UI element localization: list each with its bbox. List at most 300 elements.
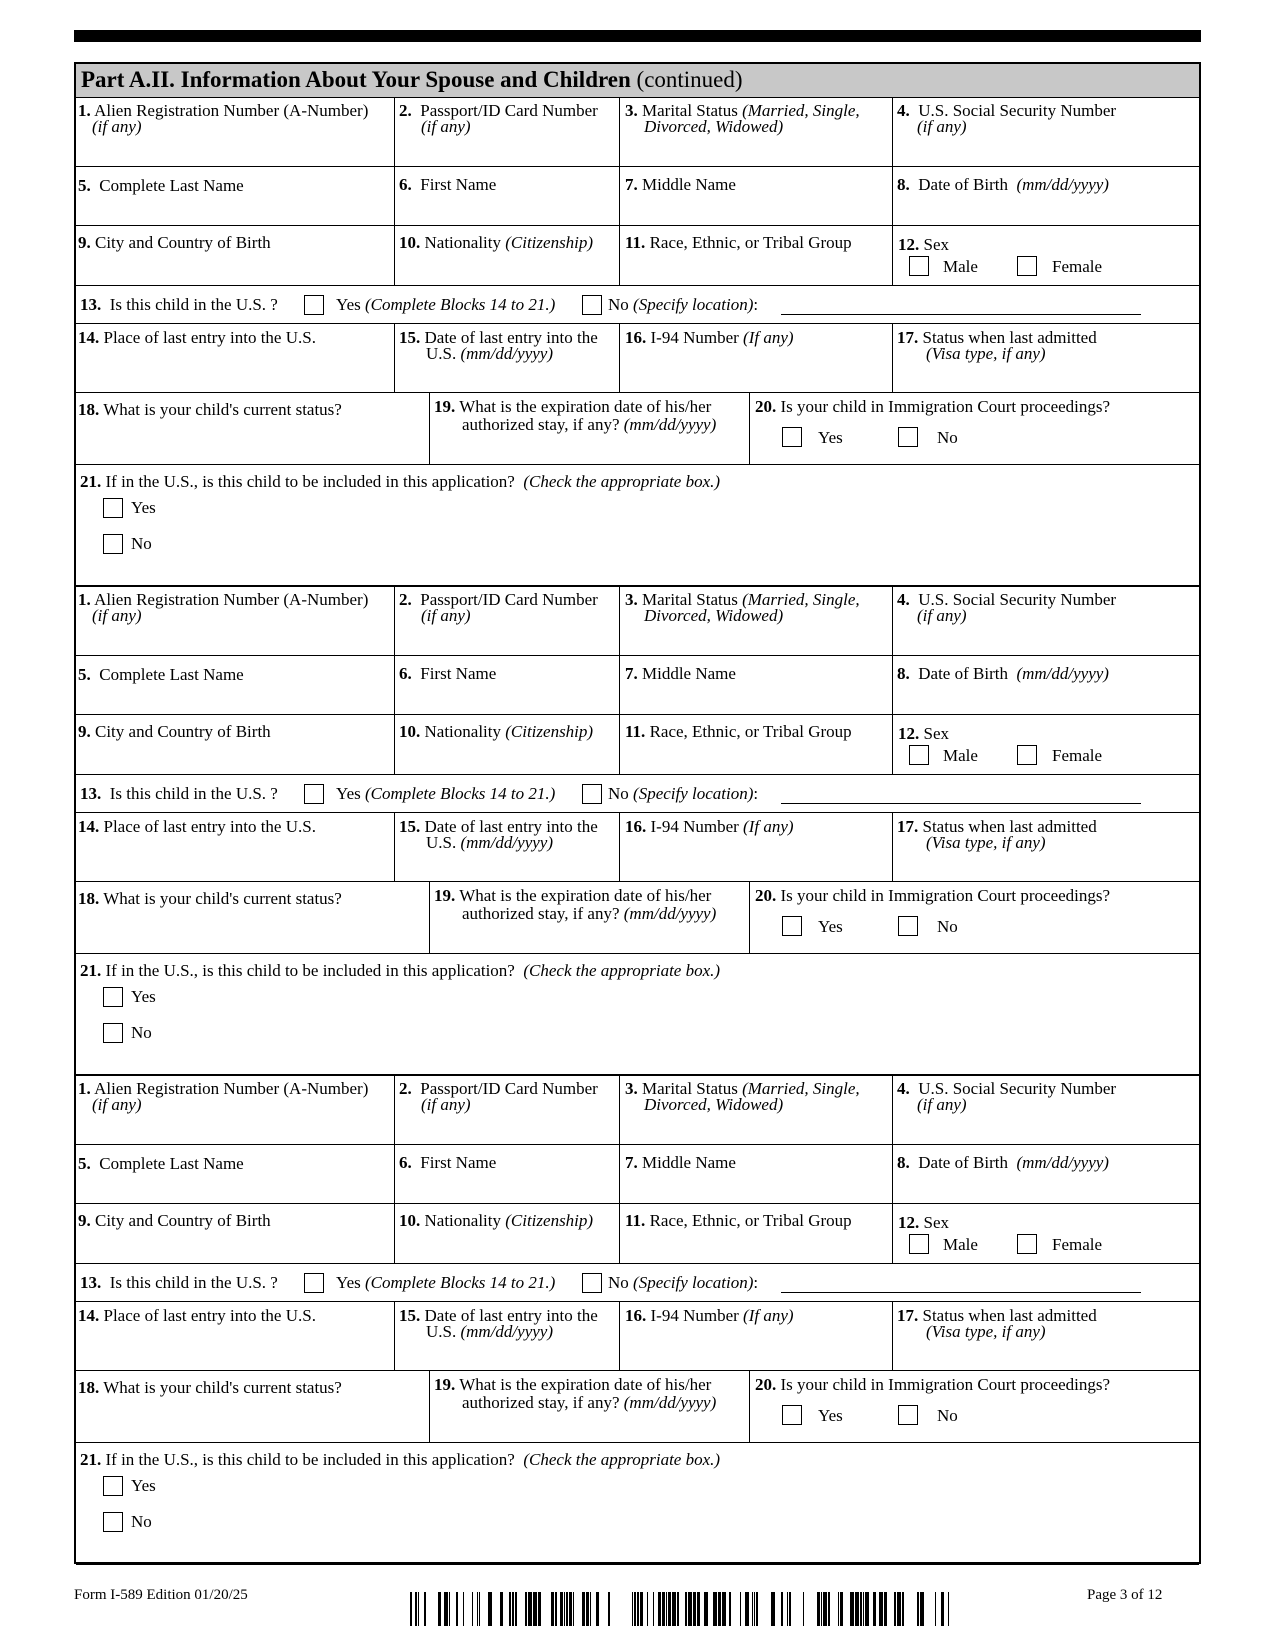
q10-hint: (Citizenship)	[505, 233, 594, 252]
barcode-bar	[935, 1592, 936, 1626]
barcode-bar	[850, 1592, 854, 1626]
field-date-of-birth[interactable]	[893, 656, 1199, 714]
sex-male-label: Male	[943, 257, 978, 276]
field-date-of-birth[interactable]	[893, 167, 1199, 225]
q15-label: Date of last entry into the	[424, 1306, 598, 1325]
q14-label: Place of last entry into the U.S.	[103, 328, 316, 347]
barcode-bar	[920, 1592, 924, 1626]
q2-label: Passport/ID Card Number	[420, 1079, 598, 1098]
barcode-bar	[865, 1592, 869, 1626]
q18-number: 18.	[78, 889, 100, 908]
footer-form-edition: Form I-589 Edition 01/20/25	[74, 1587, 248, 1603]
q2-hint: (if any)	[421, 606, 471, 625]
q1-label: Alien Registration Number (A-Number)	[94, 1079, 369, 1098]
q7-number: 7.	[625, 1153, 638, 1172]
include-yes-label: Yes	[131, 1476, 156, 1495]
q21-number: 21.	[80, 472, 102, 491]
field-passport-number[interactable]	[395, 587, 619, 655]
field-include-in-application	[76, 1443, 1199, 1563]
barcode-bar	[666, 1592, 667, 1626]
q21-label: If in the U.S., is this child to be included in this application?	[105, 1450, 515, 1469]
child-in-us-no-colon: :	[753, 784, 759, 803]
q19-label: What is the expiration date of his/her	[459, 1375, 712, 1394]
child-in-us-no-checkbox[interactable]	[582, 295, 602, 315]
barcode-bar	[634, 1592, 636, 1626]
field-current-status[interactable]	[76, 393, 429, 464]
barcode-bar	[555, 1592, 557, 1626]
q5-number: 5.	[78, 1154, 91, 1173]
top-rule	[74, 30, 1201, 42]
field-current-status[interactable]	[76, 882, 429, 953]
q10-number: 10.	[399, 722, 421, 741]
field-court-proceedings	[750, 1371, 1199, 1442]
q12-number: 12.	[898, 1213, 920, 1232]
q8-number: 8.	[897, 664, 910, 683]
court-yes-checkbox[interactable]	[782, 1405, 802, 1425]
q1-hint: (if any)	[92, 606, 142, 625]
sex-female-checkbox[interactable]	[1017, 256, 1037, 276]
barcode-bar	[438, 1592, 441, 1626]
q13-number: 13.	[80, 784, 102, 803]
field-middle-name[interactable]	[620, 1145, 892, 1203]
barcode-bar	[823, 1592, 827, 1626]
barcode-bar	[415, 1592, 417, 1626]
q3-hint-2: Divorced, Widowed)	[644, 117, 784, 136]
q17-number: 17.	[897, 1306, 919, 1325]
field-court-proceedings	[750, 882, 1199, 953]
field-marital-status[interactable]	[620, 1076, 892, 1144]
barcode-bar	[873, 1592, 876, 1626]
q15-number: 15.	[399, 1306, 421, 1325]
q20-number: 20.	[755, 1375, 777, 1394]
field-i94-number[interactable]	[620, 1302, 892, 1370]
form-part-a2	[74, 62, 1201, 1564]
include-yes-label: Yes	[131, 498, 156, 517]
barcode-bar	[560, 1592, 563, 1626]
q9-number: 9.	[78, 722, 91, 741]
court-no-checkbox[interactable]	[898, 427, 918, 447]
q5-label: Complete Last Name	[99, 665, 244, 684]
field-last-name[interactable]	[76, 167, 394, 225]
child-block-1	[76, 98, 1199, 587]
q11-number: 11.	[625, 233, 646, 252]
q20-label: Is your child in Immigration Court proceedings?	[780, 1375, 1111, 1394]
child-in-us-yes-checkbox[interactable]	[304, 295, 324, 315]
child-in-us-no-colon: :	[753, 1273, 759, 1292]
barcode-bar	[551, 1592, 554, 1626]
q3-hint-1: (Married, Single,	[742, 1079, 860, 1098]
field-last-name[interactable]	[76, 1145, 394, 1203]
sex-male-checkbox[interactable]	[909, 256, 929, 276]
barcode-bar	[596, 1592, 599, 1626]
barcode-bar	[697, 1592, 700, 1626]
child-in-us-no-hint: (Specify location)	[633, 295, 754, 314]
q13-label: Is this child in the U.S. ?	[109, 1273, 278, 1292]
barcode-bar	[688, 1592, 692, 1626]
barcode-bar	[566, 1592, 568, 1626]
child-block-2	[76, 587, 1199, 1076]
barcode-bar	[771, 1592, 775, 1626]
include-yes-checkbox[interactable]	[103, 498, 123, 518]
q3-hint-1: (Married, Single,	[742, 590, 860, 609]
barcode-bar	[855, 1592, 859, 1626]
barcode-bar	[838, 1592, 839, 1626]
q19-label: What is the expiration date of his/her	[459, 886, 712, 905]
field-include-in-application	[76, 954, 1199, 1074]
barcode-bar	[590, 1592, 591, 1626]
field-passport-number[interactable]	[395, 98, 619, 166]
field-passport-number[interactable]	[395, 1076, 619, 1144]
barcode-bar	[781, 1592, 783, 1626]
barcode-bar	[632, 1592, 633, 1626]
barcode-bar	[754, 1592, 755, 1626]
q5-number: 5.	[78, 665, 91, 684]
q5-label: Complete Last Name	[99, 176, 244, 195]
q15-hint: (mm/dd/yyyy)	[460, 1322, 553, 1341]
q8-label: Date of Birth	[918, 1153, 1008, 1172]
child-in-us-yes-label: Yes	[336, 784, 365, 803]
q18-number: 18.	[78, 400, 100, 419]
field-nationality[interactable]	[395, 1204, 619, 1263]
q14-number: 14.	[78, 817, 100, 836]
q8-label: Date of Birth	[918, 175, 1008, 194]
include-yes-checkbox[interactable]	[103, 1476, 123, 1496]
q15-label: Date of last entry into the	[424, 328, 598, 347]
barcode-bar	[444, 1592, 448, 1626]
child-in-us-yes-checkbox[interactable]	[304, 784, 324, 804]
barcode-bar	[463, 1592, 464, 1626]
field-child-in-us	[76, 286, 1199, 323]
q15-label: Date of last entry into the	[424, 817, 598, 836]
barcode-bar	[879, 1592, 883, 1626]
court-no-checkbox[interactable]	[898, 916, 918, 936]
field-i94-number[interactable]	[620, 324, 892, 392]
q15-hint: (mm/dd/yyyy)	[460, 833, 553, 852]
q1-number: 1.	[78, 101, 91, 120]
barcode-bar	[756, 1592, 758, 1626]
barcode-bar	[608, 1592, 610, 1626]
q6-number: 6.	[399, 175, 412, 194]
field-city-country-birth[interactable]	[76, 715, 394, 774]
field-place-last-entry[interactable]	[76, 813, 394, 881]
court-yes-label: Yes	[818, 917, 843, 936]
specify-location-input[interactable]	[781, 1292, 1141, 1293]
q19-hint: (mm/dd/yyyy)	[623, 904, 717, 923]
child-in-us-no-checkbox[interactable]	[582, 1273, 602, 1293]
q3-number: 3.	[625, 590, 638, 609]
child-block-3	[76, 1076, 1199, 1565]
field-city-country-birth[interactable]	[76, 1204, 394, 1263]
include-yes-label: Yes	[131, 987, 156, 1006]
q11-label: Race, Ethnic, or Tribal Group	[649, 1211, 852, 1230]
section-title: Part A.II. Information About Your Spouse and Children	[81, 67, 631, 92]
q4-label: U.S. Social Security Number	[918, 101, 1117, 120]
q21-hint: (Check the appropriate box.)	[523, 472, 721, 491]
field-first-name[interactable]	[395, 1145, 619, 1203]
child-in-us-yes-label: Yes	[336, 1273, 365, 1292]
field-expiration-date[interactable]	[430, 1371, 749, 1442]
q4-label: U.S. Social Security Number	[918, 1079, 1117, 1098]
q17-number: 17.	[897, 328, 919, 347]
barcode-bar	[449, 1592, 450, 1626]
q1-number: 1.	[78, 1079, 91, 1098]
field-marital-status[interactable]	[620, 98, 892, 166]
field-court-proceedings	[750, 393, 1199, 464]
q21-label: If in the U.S., is this child to be included in this application?	[105, 472, 515, 491]
court-yes-checkbox[interactable]	[782, 916, 802, 936]
field-marital-status[interactable]	[620, 587, 892, 655]
q6-label: First Name	[420, 664, 497, 683]
q16-hint: (If any)	[743, 328, 794, 347]
q10-number: 10.	[399, 1211, 421, 1230]
q16-hint: (If any)	[743, 817, 794, 836]
q8-hint: (mm/dd/yyyy)	[1016, 175, 1109, 194]
q9-label: City and Country of Birth	[95, 1211, 271, 1230]
q2-label: Passport/ID Card Number	[420, 101, 598, 120]
q12-number: 12.	[898, 235, 920, 254]
field-first-name[interactable]	[395, 656, 619, 714]
q14-label: Place of last entry into the U.S.	[103, 817, 316, 836]
field-expiration-date[interactable]	[430, 393, 749, 464]
child-in-us-yes-label: Yes	[336, 295, 365, 314]
barcode-bar	[672, 1592, 676, 1626]
q5-label: Complete Last Name	[99, 1154, 244, 1173]
field-race-ethnic-group[interactable]	[620, 226, 892, 285]
q16-label: I-94 Number	[650, 1306, 744, 1325]
field-race-ethnic-group[interactable]	[620, 715, 892, 774]
field-date-last-entry[interactable]	[395, 813, 619, 881]
include-no-checkbox[interactable]	[103, 534, 123, 554]
barcode-bar	[948, 1592, 949, 1626]
q15-hint: (mm/dd/yyyy)	[460, 344, 553, 363]
q17-number: 17.	[897, 817, 919, 836]
child-in-us-no-label: No	[608, 295, 634, 314]
q21-hint: (Check the appropriate box.)	[523, 1450, 721, 1469]
q1-hint: (if any)	[92, 117, 142, 136]
q11-number: 11.	[625, 1211, 646, 1230]
child-in-us-yes-checkbox[interactable]	[304, 1273, 324, 1293]
q16-label: I-94 Number	[650, 817, 744, 836]
include-yes-checkbox[interactable]	[103, 987, 123, 1007]
field-child-in-us	[76, 1264, 1199, 1301]
field-ssn[interactable]	[893, 587, 1199, 655]
field-current-status[interactable]	[76, 1371, 429, 1442]
barcode-bar	[668, 1592, 671, 1626]
sex-male-checkbox[interactable]	[909, 745, 929, 765]
court-no-checkbox[interactable]	[898, 1405, 918, 1425]
barcode-bar	[582, 1592, 585, 1626]
barcode-bar	[586, 1592, 589, 1626]
barcode-bar	[745, 1592, 749, 1626]
section-title-suffix: (continued)	[630, 67, 743, 92]
q3-label: Marital Status	[642, 1079, 743, 1098]
barcode-bar	[528, 1592, 532, 1626]
q21-number: 21.	[80, 961, 102, 980]
q9-label: City and Country of Birth	[95, 722, 271, 741]
q3-label: Marital Status	[642, 101, 743, 120]
barcode-bar	[685, 1592, 687, 1626]
barcode-bar	[424, 1592, 426, 1626]
barcode-bar	[564, 1592, 565, 1626]
field-city-country-birth[interactable]	[76, 226, 394, 285]
q8-number: 8.	[897, 175, 910, 194]
barcode-bar	[894, 1592, 896, 1626]
q9-number: 9.	[78, 233, 91, 252]
q12-label: Sex	[923, 724, 949, 743]
q19-hint: (mm/dd/yyyy)	[623, 415, 717, 434]
q7-number: 7.	[625, 175, 638, 194]
q18-number: 18.	[78, 1378, 100, 1397]
q19-hint: (mm/dd/yyyy)	[623, 1393, 717, 1412]
q10-hint: (Citizenship)	[505, 1211, 594, 1230]
q4-number: 4.	[897, 590, 910, 609]
q3-hint-2: Divorced, Widowed)	[644, 1095, 784, 1114]
field-a-number[interactable]	[76, 1076, 394, 1144]
q10-number: 10.	[399, 233, 421, 252]
q10-label: Nationality	[424, 1211, 506, 1230]
q8-hint: (mm/dd/yyyy)	[1016, 664, 1109, 683]
barcode-bar	[729, 1592, 731, 1626]
court-yes-checkbox[interactable]	[782, 427, 802, 447]
q7-label: Middle Name	[642, 664, 736, 683]
barcode-bar	[479, 1592, 480, 1626]
q4-hint: (if any)	[917, 1095, 967, 1114]
child-in-us-yes-hint: (Complete Blocks 14 to 21.)	[365, 295, 556, 314]
specify-location-input[interactable]	[781, 314, 1141, 315]
q6-number: 6.	[399, 664, 412, 683]
barcode-bar	[456, 1592, 458, 1626]
q20-number: 20.	[755, 886, 777, 905]
q3-label: Marital Status	[642, 590, 743, 609]
q19-number: 19.	[434, 1375, 456, 1394]
field-status-last-admitted[interactable]	[893, 813, 1199, 881]
field-race-ethnic-group[interactable]	[620, 1204, 892, 1263]
q13-label: Is this child in the U.S. ?	[109, 784, 278, 803]
barcode-bar	[817, 1592, 820, 1626]
field-status-last-admitted[interactable]	[893, 1302, 1199, 1370]
field-middle-name[interactable]	[620, 167, 892, 225]
field-i94-number[interactable]	[620, 813, 892, 881]
q8-label: Date of Birth	[918, 664, 1008, 683]
child-in-us-no-hint: (Specify location)	[633, 1273, 754, 1292]
include-no-label: No	[131, 1512, 152, 1531]
sex-female-label: Female	[1052, 1235, 1103, 1254]
q17-hint: (Visa type, if any)	[926, 344, 1046, 363]
barcode-bar	[884, 1592, 887, 1626]
barcode-bar	[677, 1592, 679, 1626]
barcode-bar	[722, 1592, 726, 1626]
barcode-bar	[840, 1592, 843, 1626]
q11-number: 11.	[625, 722, 646, 741]
q2-number: 2.	[399, 590, 412, 609]
barcode-bar	[472, 1592, 473, 1626]
q19-number: 19.	[434, 397, 456, 416]
barcode-bar	[640, 1592, 643, 1626]
q16-number: 16.	[625, 817, 647, 836]
q1-label: Alien Registration Number (A-Number)	[94, 590, 369, 609]
q18-label: What is your child's current status?	[103, 400, 342, 419]
q13-number: 13.	[80, 1273, 102, 1292]
barcode-bar	[860, 1592, 862, 1626]
sex-male-label: Male	[943, 746, 978, 765]
sex-male-label: Male	[943, 1235, 978, 1254]
sex-male-checkbox[interactable]	[909, 1234, 929, 1254]
field-place-last-entry[interactable]	[76, 324, 394, 392]
court-yes-label: Yes	[818, 1406, 843, 1425]
sex-female-checkbox[interactable]	[1017, 745, 1037, 765]
q2-number: 2.	[399, 1079, 412, 1098]
field-ssn[interactable]	[893, 98, 1199, 166]
q7-label: Middle Name	[642, 1153, 736, 1172]
barcode-bar	[512, 1592, 514, 1626]
field-a-number[interactable]	[76, 98, 394, 166]
field-date-last-entry[interactable]	[395, 1302, 619, 1370]
q6-label: First Name	[420, 175, 497, 194]
field-expiration-date[interactable]	[430, 882, 749, 953]
q21-number: 21.	[80, 1450, 102, 1469]
sex-female-checkbox[interactable]	[1017, 1234, 1037, 1254]
q19-number: 19.	[434, 886, 456, 905]
barcode-bar	[653, 1592, 654, 1626]
q7-number: 7.	[625, 664, 638, 683]
field-ssn[interactable]	[893, 1076, 1199, 1144]
field-middle-name[interactable]	[620, 656, 892, 714]
field-status-last-admitted[interactable]	[893, 324, 1199, 392]
court-yes-label: Yes	[818, 428, 843, 447]
q19-label-2: authorized stay, if any?	[462, 904, 624, 923]
field-first-name[interactable]	[395, 167, 619, 225]
q9-number: 9.	[78, 1211, 91, 1230]
q20-label: Is your child in Immigration Court proceedings?	[780, 886, 1111, 905]
field-include-in-application	[76, 465, 1199, 585]
field-date-last-entry[interactable]	[395, 324, 619, 392]
child-in-us-no-label: No	[608, 1273, 634, 1292]
q4-hint: (if any)	[917, 117, 967, 136]
barcode-bar	[662, 1592, 665, 1626]
barcode-bar	[647, 1592, 648, 1626]
barcode-bar	[525, 1592, 527, 1626]
field-last-name[interactable]	[76, 656, 394, 714]
q6-number: 6.	[399, 1153, 412, 1172]
barcode-bar	[410, 1592, 412, 1626]
sex-female-label: Female	[1052, 257, 1103, 276]
q3-hint-1: (Married, Single,	[742, 101, 860, 120]
child-in-us-no-checkbox[interactable]	[582, 784, 602, 804]
q2-number: 2.	[399, 101, 412, 120]
child-in-us-yes-hint: (Complete Blocks 14 to 21.)	[365, 784, 556, 803]
field-date-of-birth[interactable]	[893, 1145, 1199, 1203]
field-nationality[interactable]	[395, 715, 619, 774]
q2-hint: (if any)	[421, 117, 471, 136]
q14-label: Place of last entry into the U.S.	[103, 1306, 316, 1325]
q15-number: 15.	[399, 328, 421, 347]
barcode-bar	[637, 1592, 639, 1626]
include-no-checkbox[interactable]	[103, 1512, 123, 1532]
section-header	[76, 64, 1199, 98]
barcode-bar	[477, 1592, 478, 1626]
specify-location-input[interactable]	[781, 803, 1141, 804]
q17-hint: (Visa type, if any)	[926, 1322, 1046, 1341]
include-no-checkbox[interactable]	[103, 1023, 123, 1043]
q1-hint: (if any)	[92, 1095, 142, 1114]
barcode-bar	[917, 1592, 919, 1626]
field-a-number[interactable]	[76, 587, 394, 655]
q4-hint: (if any)	[917, 606, 967, 625]
child-in-us-no-colon: :	[753, 295, 759, 314]
barcode-image	[410, 1592, 958, 1626]
field-nationality[interactable]	[395, 226, 619, 285]
field-place-last-entry[interactable]	[76, 1302, 394, 1370]
